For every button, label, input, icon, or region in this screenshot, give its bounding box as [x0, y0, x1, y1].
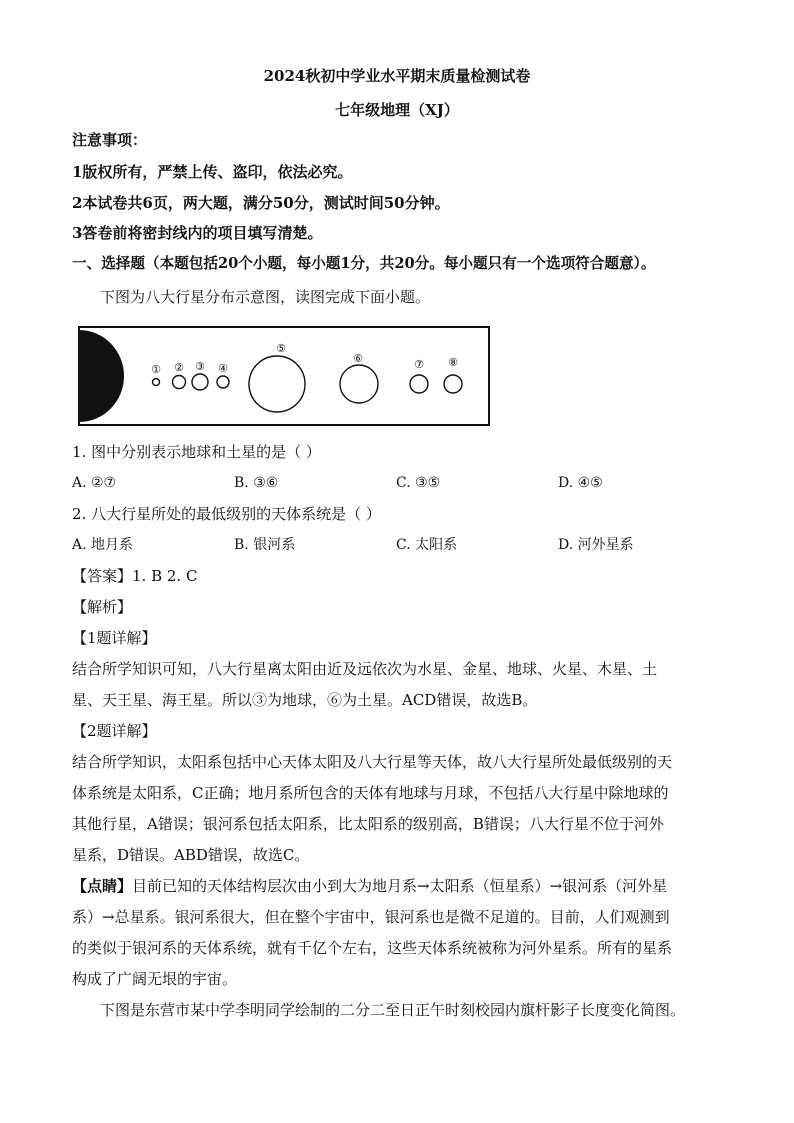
notice-heading: 注意事项： — [72, 131, 148, 149]
question-stem: 1. 图中分别表示地球和土星的是（ ） — [72, 443, 321, 461]
planet-label-6: ⑥ — [353, 352, 363, 365]
planet-1 — [153, 379, 160, 386]
planet-3 — [192, 374, 208, 390]
planet-label-1: ① — [151, 363, 161, 376]
option-b: B. 银河系 — [234, 537, 296, 553]
planet-label-4: ④ — [218, 362, 228, 375]
planet-4 — [217, 376, 229, 388]
page-subtitle: 七年级地理（XJ） — [335, 101, 459, 119]
option-a: A. 地月系 — [72, 537, 134, 553]
planet-label-7: ⑦ — [414, 358, 424, 371]
option-d: D. ④⑤ — [558, 475, 603, 491]
planet-label-8: ⑧ — [448, 356, 458, 369]
section-intro: 下图为八大行星分布示意图，读图完成下面小题。 — [100, 288, 431, 306]
detail-text: 结合所学知识，太阳系包括中心天体太阳及八大行星等天体，故八大行星所处最低级别的天 — [72, 753, 673, 771]
planet-5 — [249, 356, 305, 412]
option-b: B. ③⑥ — [234, 475, 279, 491]
answer-line: 【答案】1. B 2. C — [72, 567, 198, 585]
section-heading: 一、选择题（本题包括20个小题，每小题1分，共20分。每小题只有一个选项符合题意）。 — [72, 255, 656, 272]
highlight-text: 构成了广阔无垠的宇宙。 — [72, 970, 238, 988]
detail-text: 星、天王星、海王星。所以③为地球，⑥为土星。ACD错误，故选B。 — [72, 691, 538, 709]
highlight-label: 【点睛】 — [72, 877, 133, 895]
detail-heading: 【2题详解】 — [72, 722, 157, 740]
notice-item: 2本试卷共6页，两大题，满分50分，测试时间50分钟。 — [72, 194, 450, 212]
detail-text: 其他行星，A错误；银河系包括太阳系，比太阳系的级别高，B错误；八大行星不位于河外 — [72, 815, 664, 833]
next-question-intro: 下图是东营市某中学李明同学绘制的二分二至日正午时刻校园内旗杆影子长度变化简图。 — [100, 1001, 686, 1019]
option-c: C. ③⑤ — [396, 475, 441, 491]
option-c: C. 太阳系 — [396, 537, 458, 553]
highlight-first-line — [72, 876, 667, 896]
detail-text: 结合所学知识可知，八大行星离太阳由近及远依次为水星、金星、地球、火星、木星、土 — [72, 660, 658, 678]
detail-text: 星系，D错误。ABD错误，故选C。 — [72, 846, 310, 864]
highlight-text: 目前已知的天体结构层次由小到大为地月系→太阳系（恒星系）→银河系（河外星 — [132, 877, 668, 895]
page-title: 2024秋初中学业水平期末质量检测试卷 — [263, 67, 531, 85]
option-a: A. ②⑦ — [72, 475, 117, 491]
planet-8 — [444, 375, 462, 393]
planet-label-5: ⑤ — [276, 342, 286, 355]
planet-7 — [410, 375, 428, 393]
highlight-text: 的类似于银河系的天体系统，就有千亿个左右，这些天体系统被称为河外星系。所有的星系 — [72, 939, 673, 957]
notice-item: 3答卷前将密封线内的项目填写清楚。 — [72, 224, 323, 242]
notice-item: 1版权所有，严禁上传、盗印，依法必究。 — [72, 163, 353, 181]
planet-label-3: ③ — [195, 360, 205, 373]
planet-6 — [340, 365, 378, 403]
planet-distribution-figure — [78, 326, 490, 426]
planet-2 — [173, 376, 186, 389]
detail-heading: 【1题详解】 — [72, 629, 157, 647]
option-d: D. 河外星系 — [558, 537, 634, 553]
detail-text: 体系统是太阳系，C正确；地月系所包含的天体有地球与月球，不包括八大行星中除地球的 — [72, 784, 669, 802]
analysis-heading: 【解析】 — [72, 598, 133, 616]
highlight-text: 系）→总星系。银河系很大，但在整个宇宙中，银河系也是微不足道的。目前，人们观测到 — [72, 908, 670, 926]
planet-label-2: ② — [174, 361, 184, 374]
question-stem: 2. 八大行星所处的最低级别的天体系统是（ ） — [72, 505, 381, 523]
